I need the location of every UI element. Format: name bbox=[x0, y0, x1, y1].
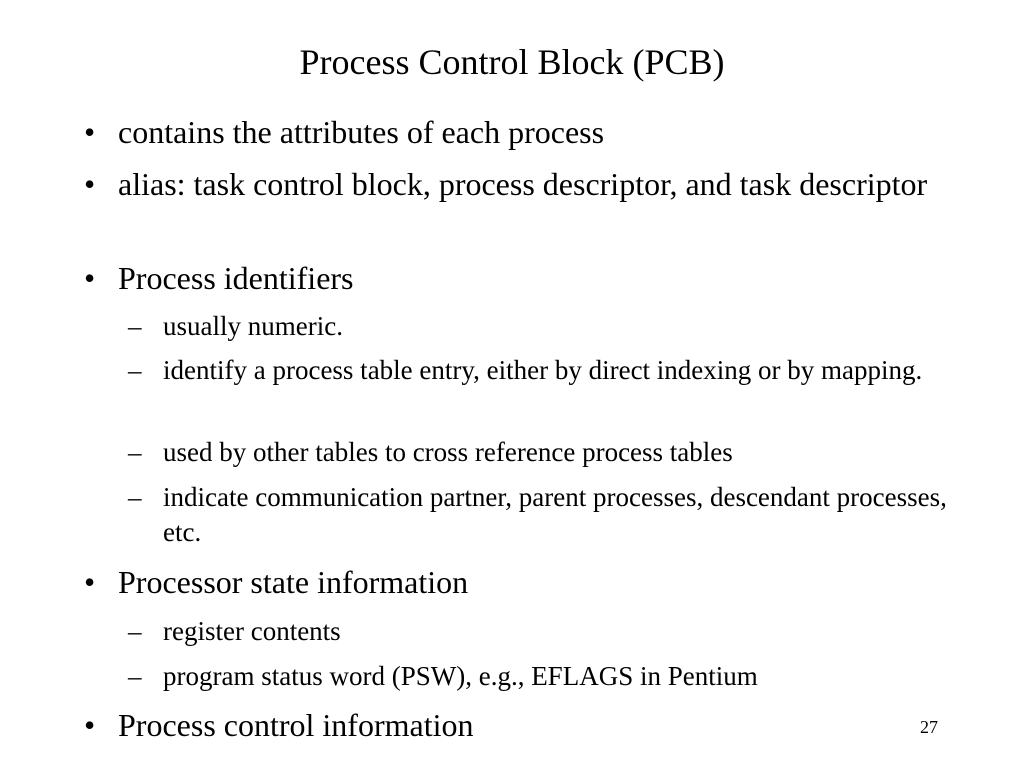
sub-bullet-item bbox=[128, 309, 964, 344]
sub-bullet-text: indicate communication partner, parent processes, descendant processes, etc. bbox=[163, 482, 947, 547]
bullet-text: contains the attributes of each process bbox=[118, 114, 605, 150]
bullet-marker: • bbox=[84, 564, 96, 600]
page-number: 27 bbox=[920, 717, 938, 737]
bullet-marker: • bbox=[84, 114, 96, 150]
slide-title: Process Control Block (PCB) bbox=[299, 42, 725, 82]
sub-bullet-item bbox=[128, 353, 964, 388]
sub-bullet-text: register contents bbox=[163, 616, 341, 646]
dash-marker: – bbox=[128, 437, 142, 467]
bullet-text: Processor state information bbox=[118, 564, 469, 600]
bullet-item bbox=[84, 705, 964, 745]
dash-marker: – bbox=[128, 355, 142, 385]
sub-bullet-text: program status word (PSW), e.g., EFLAGS in Pentium bbox=[163, 661, 758, 691]
bullet-item bbox=[84, 112, 964, 152]
bullet-text: Process identifiers bbox=[118, 260, 354, 296]
dash-marker: – bbox=[128, 616, 142, 646]
bullet-text: Process control information bbox=[118, 707, 474, 743]
dash-marker: – bbox=[128, 661, 142, 691]
dash-marker: – bbox=[128, 482, 142, 512]
sub-bullet-item bbox=[128, 659, 964, 694]
bullet-marker: • bbox=[84, 707, 96, 743]
dash-marker: – bbox=[128, 311, 142, 341]
bullet-item bbox=[84, 258, 964, 298]
bullet-marker: • bbox=[84, 260, 96, 296]
sub-bullet-item bbox=[128, 480, 964, 550]
sub-bullet-text: usually numeric. bbox=[163, 311, 343, 341]
bullet-text: alias: task control block, process descriptor, and task descriptor bbox=[118, 166, 928, 202]
sub-bullet-text: used by other tables to cross reference process tables bbox=[163, 437, 733, 467]
bullet-item bbox=[84, 562, 964, 602]
sub-bullet-item bbox=[128, 614, 964, 649]
bullet-marker: • bbox=[84, 166, 96, 202]
sub-bullet-text: identify a process table entry, either by direct indexing or by mapping. bbox=[163, 355, 923, 385]
sub-bullet-item bbox=[128, 435, 964, 470]
bullet-item bbox=[84, 164, 964, 204]
